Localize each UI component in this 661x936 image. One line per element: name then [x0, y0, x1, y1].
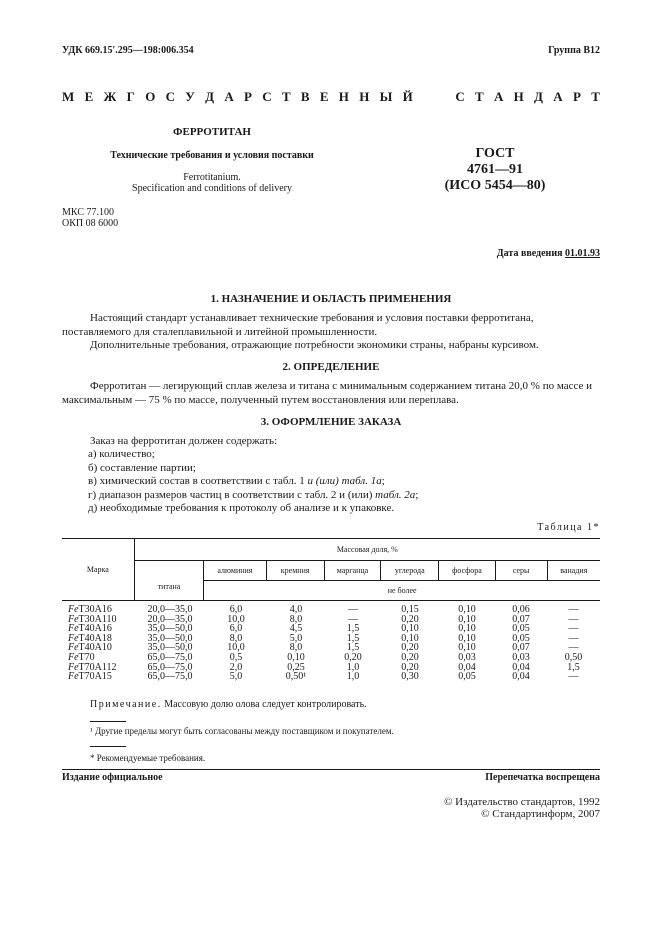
- marka-code: T30A16: [78, 604, 112, 615]
- column-header-sulfur: серы: [495, 561, 547, 581]
- cell-manganese: 0,20: [344, 651, 362, 663]
- gost-code: 4761—91: [467, 162, 523, 177]
- cell-silicon: 8,0: [289, 642, 303, 654]
- marka-prefix: Fe: [68, 613, 79, 625]
- banner-letter: А: [553, 89, 563, 104]
- column-header-marka: Марка: [62, 539, 134, 601]
- banner-letter: С: [455, 89, 465, 104]
- cell-phosphorus: 0,05: [458, 671, 476, 683]
- cell-manganese: 1,0: [346, 661, 360, 673]
- column-header-manganese: марганца: [324, 561, 380, 581]
- cell-manganese: 1,5: [346, 632, 360, 644]
- list-item: [88, 475, 418, 489]
- order-list: [88, 448, 418, 516]
- banner-letter: Т: [475, 89, 484, 104]
- document-subtitle: Технические требования и условия поставки: [110, 150, 314, 161]
- reprint-prohibited: Перепечатка воспрещена: [485, 772, 600, 783]
- cell-titan: 35,0—50,0: [147, 642, 193, 654]
- cell-carbon: 0,10: [401, 632, 419, 644]
- copyright-line: © Издательство стандартов, 1992: [444, 796, 600, 808]
- banner-letter: Д: [534, 89, 543, 104]
- banner-letter: Ы: [379, 89, 393, 104]
- cell-aluminium: 10,0: [227, 642, 245, 654]
- column-header-vanadium: ванадия: [547, 561, 600, 581]
- list-item-text: ;: [415, 488, 419, 501]
- cell-sulfur: 0,07: [512, 642, 530, 654]
- order-intro: Заказ на ферротитан должен содержать:: [90, 435, 278, 447]
- list-item-italic: и (или) табл. 1а: [307, 475, 382, 487]
- english-subtitle: Specification and conditions of delivery: [132, 183, 292, 194]
- cell-phosphorus: 0,10: [458, 604, 476, 615]
- banner-letter: В: [300, 89, 310, 104]
- banner-letter: Р: [572, 89, 581, 104]
- cell-carbon: 0,20: [401, 613, 419, 625]
- banner-letter: А: [224, 89, 234, 104]
- banner-letter: Т: [591, 89, 600, 104]
- cell-phosphorus: 0,04: [458, 661, 476, 673]
- section-2-body: [62, 380, 600, 407]
- marka-prefix: Fe: [68, 671, 79, 683]
- cell-manganese: 1,5: [346, 623, 360, 635]
- banner-letter: С: [165, 89, 176, 104]
- cell-sulfur: 0,05: [512, 632, 530, 644]
- intro-date-label: Дата введения: [496, 248, 563, 259]
- cell-sulfur: 0,03: [512, 651, 530, 663]
- marka-code: T70: [78, 651, 95, 663]
- okp-code: ОКП 08 6000: [62, 218, 119, 229]
- cell-silicon: 0,10: [287, 651, 305, 663]
- cell-silicon: 4,5: [289, 623, 303, 635]
- banner-letter: Ж: [103, 89, 117, 104]
- column-header-aluminium: алюминия: [204, 561, 266, 581]
- gost-label: ГОСТ: [475, 146, 515, 161]
- cell-carbon: 0,20: [401, 642, 419, 654]
- section-3-intro: [62, 435, 600, 449]
- marka-prefix: Fe: [68, 604, 79, 615]
- cell-carbon: 0,20: [401, 661, 419, 673]
- cell-vanadium: —: [568, 642, 579, 654]
- banner-letter: Д: [205, 89, 215, 104]
- cell-vanadium: —: [568, 671, 579, 683]
- cell-titan: 35,0—50,0: [147, 632, 193, 644]
- cell-aluminium: 5,0: [229, 671, 243, 683]
- banner-letter: Н: [338, 89, 349, 104]
- cell-vanadium: —: [568, 613, 579, 625]
- marka-prefix: Fe: [68, 632, 79, 644]
- section-1-paragraph: Дополнительные требования, отражающие потребности экономики страны, набраны курсивом.: [90, 339, 539, 351]
- cell-marka: [62, 672, 135, 682]
- copyright-block: [444, 796, 600, 820]
- list-item-text: г) диапазон размеров частиц в соответствии с табл. 2 и (или): [88, 488, 376, 501]
- banner-letter: Н: [513, 89, 524, 104]
- cell-manganese: 1,0: [346, 671, 360, 683]
- column-header-no-more: не более: [204, 581, 600, 601]
- banner-letter: Е: [319, 89, 329, 104]
- intro-date: [497, 248, 600, 259]
- marka-prefix: Fe: [68, 651, 79, 663]
- english-title: Ferrotitanium.: [183, 172, 241, 183]
- standard-banner: [62, 89, 600, 105]
- banner-letter: У: [185, 89, 195, 104]
- cell-titan: 20,0—35,0: [147, 604, 193, 615]
- banner-letter: Е: [84, 89, 94, 104]
- copyright-line: © Стандартинформ, 2007: [481, 808, 600, 820]
- cell-carbon: 0,15: [401, 604, 419, 615]
- banner-letter: О: [145, 89, 156, 104]
- cell-manganese: —: [348, 613, 358, 625]
- cell-titan: 65,0—75,0: [147, 661, 193, 673]
- group-code: Группа В12: [548, 45, 600, 56]
- cell-carbon: 0,20: [401, 651, 419, 663]
- banner-letter: Г: [126, 89, 135, 104]
- cell-silicon: 8,0: [289, 613, 303, 625]
- table-row: [62, 672, 600, 682]
- cell-vanadium: 1,5: [567, 661, 580, 673]
- column-header-titan: титана: [134, 561, 204, 601]
- document-title: ФЕРРОТИТАН: [173, 126, 251, 138]
- banner-letter: Н: [359, 89, 370, 104]
- cell-silicon: 4,0: [289, 604, 303, 615]
- cell-aluminium: 10,0: [227, 613, 245, 625]
- section-2-paragraph: Ферротитан — легирующий сплав железа и титана с минимальным содержанием титана 20,0 % по массе и максимальным — 75 % по массе, полученный путем восстановления или переплава.: [62, 380, 593, 406]
- list-item: б) составление партии;: [88, 461, 196, 474]
- composition-table-header: [62, 538, 600, 601]
- marka-code: T40A16: [78, 623, 112, 635]
- cell-phosphorus: 0,10: [458, 613, 476, 625]
- banner-letter: М: [62, 89, 75, 104]
- cell-aluminium: 2,0: [229, 661, 243, 673]
- list-item: а) количество;: [88, 448, 155, 460]
- iso-code: (ИСО 5454—80): [444, 178, 546, 193]
- marka-prefix: Fe: [68, 661, 79, 673]
- marka-code: T40A10: [78, 642, 112, 654]
- section-1-body: [62, 312, 600, 353]
- banner-letter: Р: [244, 89, 252, 104]
- cell-vanadium: —: [568, 604, 579, 615]
- cell-aluminium: 6,0: [229, 623, 243, 635]
- official-edition: Издание официальное: [62, 772, 163, 783]
- classification-codes: [62, 207, 118, 229]
- cell-phosphorus: 0,10: [458, 642, 476, 654]
- marka-code: T30A110: [78, 613, 117, 625]
- cell-manganese: 1,5: [346, 642, 360, 654]
- intro-date-value: 01.01.93: [565, 248, 600, 259]
- list-item: [88, 489, 418, 503]
- cell-phosphorus: 0,03: [458, 651, 476, 663]
- banner-letter: С: [262, 89, 272, 104]
- cell-carbon: 0,10: [401, 623, 419, 635]
- cell-silicon: 0,50¹: [285, 671, 307, 683]
- column-header-silicon: кремния: [266, 561, 324, 581]
- cell-manganese: —: [348, 604, 358, 615]
- marka-prefix: Fe: [68, 642, 79, 654]
- list-item: д) необходимые требования к протоколу об анализе и к упаковке.: [88, 502, 395, 514]
- table-note: [90, 699, 367, 710]
- gost-number: [430, 146, 560, 194]
- banner-gap: [423, 89, 445, 105]
- cell-aluminium: 0,5: [229, 651, 243, 663]
- column-header-phosphorus: фосфора: [439, 561, 495, 581]
- cell-vanadium: —: [568, 632, 579, 644]
- section-3-heading: 3. ОФОРМЛЕНИЕ ЗАКАЗА: [260, 416, 402, 428]
- cell-aluminium: 8,0: [229, 632, 243, 644]
- cell-silicon: 0,25: [287, 661, 305, 673]
- section-2-heading: 2. ОПРЕДЕЛЕНИЕ: [282, 361, 380, 373]
- cell-sulfur: 0,04: [512, 661, 530, 673]
- marka-code: T40A18: [78, 632, 112, 644]
- footnote-2: * Рекомендуемые требования.: [90, 753, 206, 763]
- marka-code: T70A112: [78, 661, 117, 673]
- marka-code: T70A15: [78, 671, 112, 683]
- footnote-divider: [90, 746, 126, 747]
- cell-silicon: 5,0: [289, 632, 303, 644]
- cell-vanadium: 0,50: [564, 651, 583, 663]
- mks-code: МКС 77.100: [62, 207, 114, 218]
- footnote-1: ¹ Другие пределы могут быть согласованы между поставщиком и покупателем.: [90, 726, 394, 736]
- cell-vanadium: —: [568, 623, 579, 635]
- cell-sulfur: 0,05: [512, 623, 530, 635]
- composition-table-body: [62, 605, 600, 682]
- cell-titan: 65,0—75,0: [147, 651, 193, 663]
- cell-sulfur: 0,04: [512, 671, 530, 683]
- list-item-text: ;: [381, 475, 385, 487]
- table-caption: Таблица 1*: [537, 522, 600, 533]
- cell-carbon: 0,30: [401, 671, 419, 683]
- cell-sulfur: 0,06: [512, 604, 530, 615]
- note-text: Массовую долю олова следует контролировать.: [161, 699, 367, 710]
- cell-titan: 35,0—50,0: [147, 623, 193, 635]
- section-1-paragraph: Настоящий стандарт устанавливает технические требования и условия поставки ферротитана, поставляемого для сталеплавильной и литейной промышленности.: [62, 312, 534, 338]
- banner-letter: Й: [402, 89, 413, 104]
- banner-letter: Т: [281, 89, 291, 104]
- udk-code: УДК 669.15ʹ.295—198:006.354: [62, 45, 194, 56]
- note-label: Примечание.: [90, 699, 162, 710]
- cell-titan: 65,0—75,0: [147, 671, 193, 683]
- column-header-carbon: углерода: [381, 561, 439, 581]
- list-item-text: в) химический состав в соответствии с табл. 1: [88, 475, 308, 487]
- cell-phosphorus: 0,10: [458, 632, 476, 644]
- list-item-italic: табл. 2а: [375, 488, 416, 501]
- cell-aluminium: 6,0: [229, 604, 243, 615]
- column-header-mass-fraction: Массовая доля, %: [134, 539, 600, 561]
- footer-divider: [62, 769, 600, 770]
- cell-titan: 20,0—35,0: [147, 613, 193, 625]
- section-1-heading: 1. НАЗНАЧЕНИЕ И ОБЛАСТЬ ПРИМЕНЕНИЯ: [210, 293, 452, 305]
- marka-prefix: Fe: [68, 623, 79, 635]
- cell-phosphorus: 0,10: [458, 623, 476, 635]
- cell-sulfur: 0,07: [512, 613, 530, 625]
- banner-letter: А: [493, 89, 504, 104]
- footnote-divider: [90, 721, 126, 722]
